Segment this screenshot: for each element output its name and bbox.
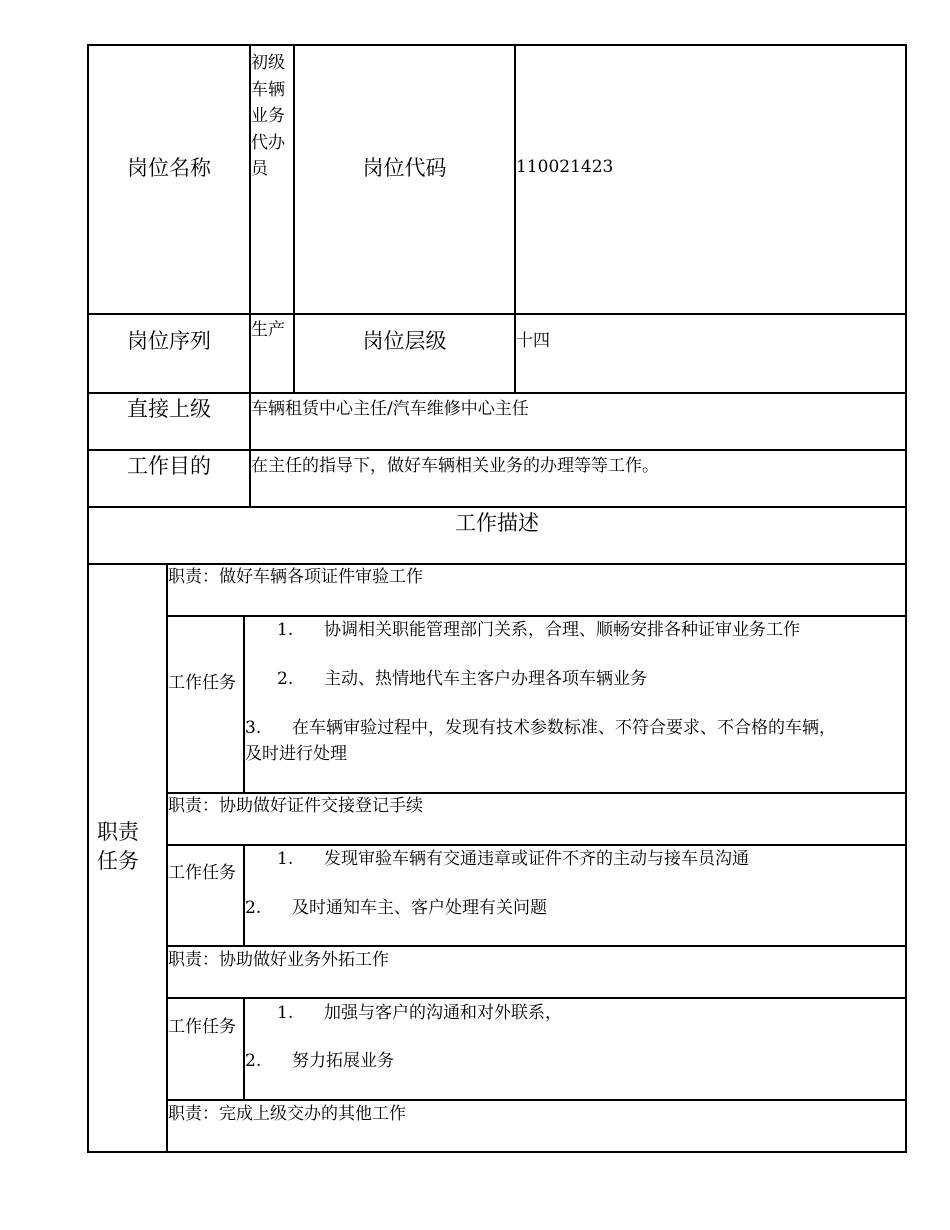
task-item [277,671,647,688]
post-code-label: 岗位代码 [362,156,447,180]
task-number: 2. [245,1051,262,1071]
task-label: 工作任务 [168,673,236,693]
post-level-label: 岗位层级 [362,329,447,353]
task-text: 及时通知车主、客户处理有关问题 [292,898,547,918]
task-item [245,720,836,737]
post-series-label: 岗位序列 [127,329,211,353]
post-series-value: 生产 [251,320,285,340]
duty-title: 职责：协助做好业务外拓工作 [168,950,389,970]
duty-section-label: 职责任务 [97,820,139,873]
task-text: 协调相关职能管理部门关系，合理、顺畅安排各种证审业务工作 [324,620,800,640]
task-text-continued: 及时进行处理 [245,744,347,764]
task-text: 发现审验车辆有交通违章或证件不齐的主动与接车员沟通 [324,849,749,869]
post-name-label: 岗位名称 [127,156,211,180]
duty-title: 职责：协助做好证件交接登记手续 [168,796,423,816]
task-number: 2. [277,669,294,689]
superior-value: 车辆租赁中心主任/汽车维修中心主任 [251,399,529,419]
task-text: 努力拓展业务 [292,1051,394,1071]
task-label: 工作任务 [168,1017,236,1037]
task-item [277,1005,562,1022]
task-number: 3. [245,718,262,738]
task-item [277,851,749,868]
post-code-value: 110021423 [516,157,614,177]
task-number: 2. [245,898,262,918]
task-item [245,900,547,917]
task-number: 1. [277,1003,294,1023]
task-text: 加强与客户的沟通和对外联系， [324,1003,562,1023]
purpose-value: 在主任的指导下，做好车辆相关业务的办理等等工作。 [251,456,659,476]
task-text: 在车辆审验过程中，发现有技术参数标准、不符合要求、不合格的车辆， [292,718,836,738]
task-item [245,1053,394,1070]
task-item [277,622,800,639]
superior-label: 直接上级 [127,397,211,421]
purpose-label: 工作目的 [127,454,211,478]
task-number: 1. [277,849,294,869]
task-label: 工作任务 [168,863,236,883]
post-name-value: 初级车辆业务代办员 [251,53,285,179]
duty-title: 职责：做好车辆各项证件审验工作 [168,567,423,587]
task-number: 1. [277,620,294,640]
duty-title: 职责：完成上级交办的其他工作 [168,1104,406,1124]
post-level-value: 十四 [516,331,550,351]
description-title: 工作描述 [455,511,539,535]
task-text: 主动、热情地代车主客户办理各项车辆业务 [324,669,647,689]
